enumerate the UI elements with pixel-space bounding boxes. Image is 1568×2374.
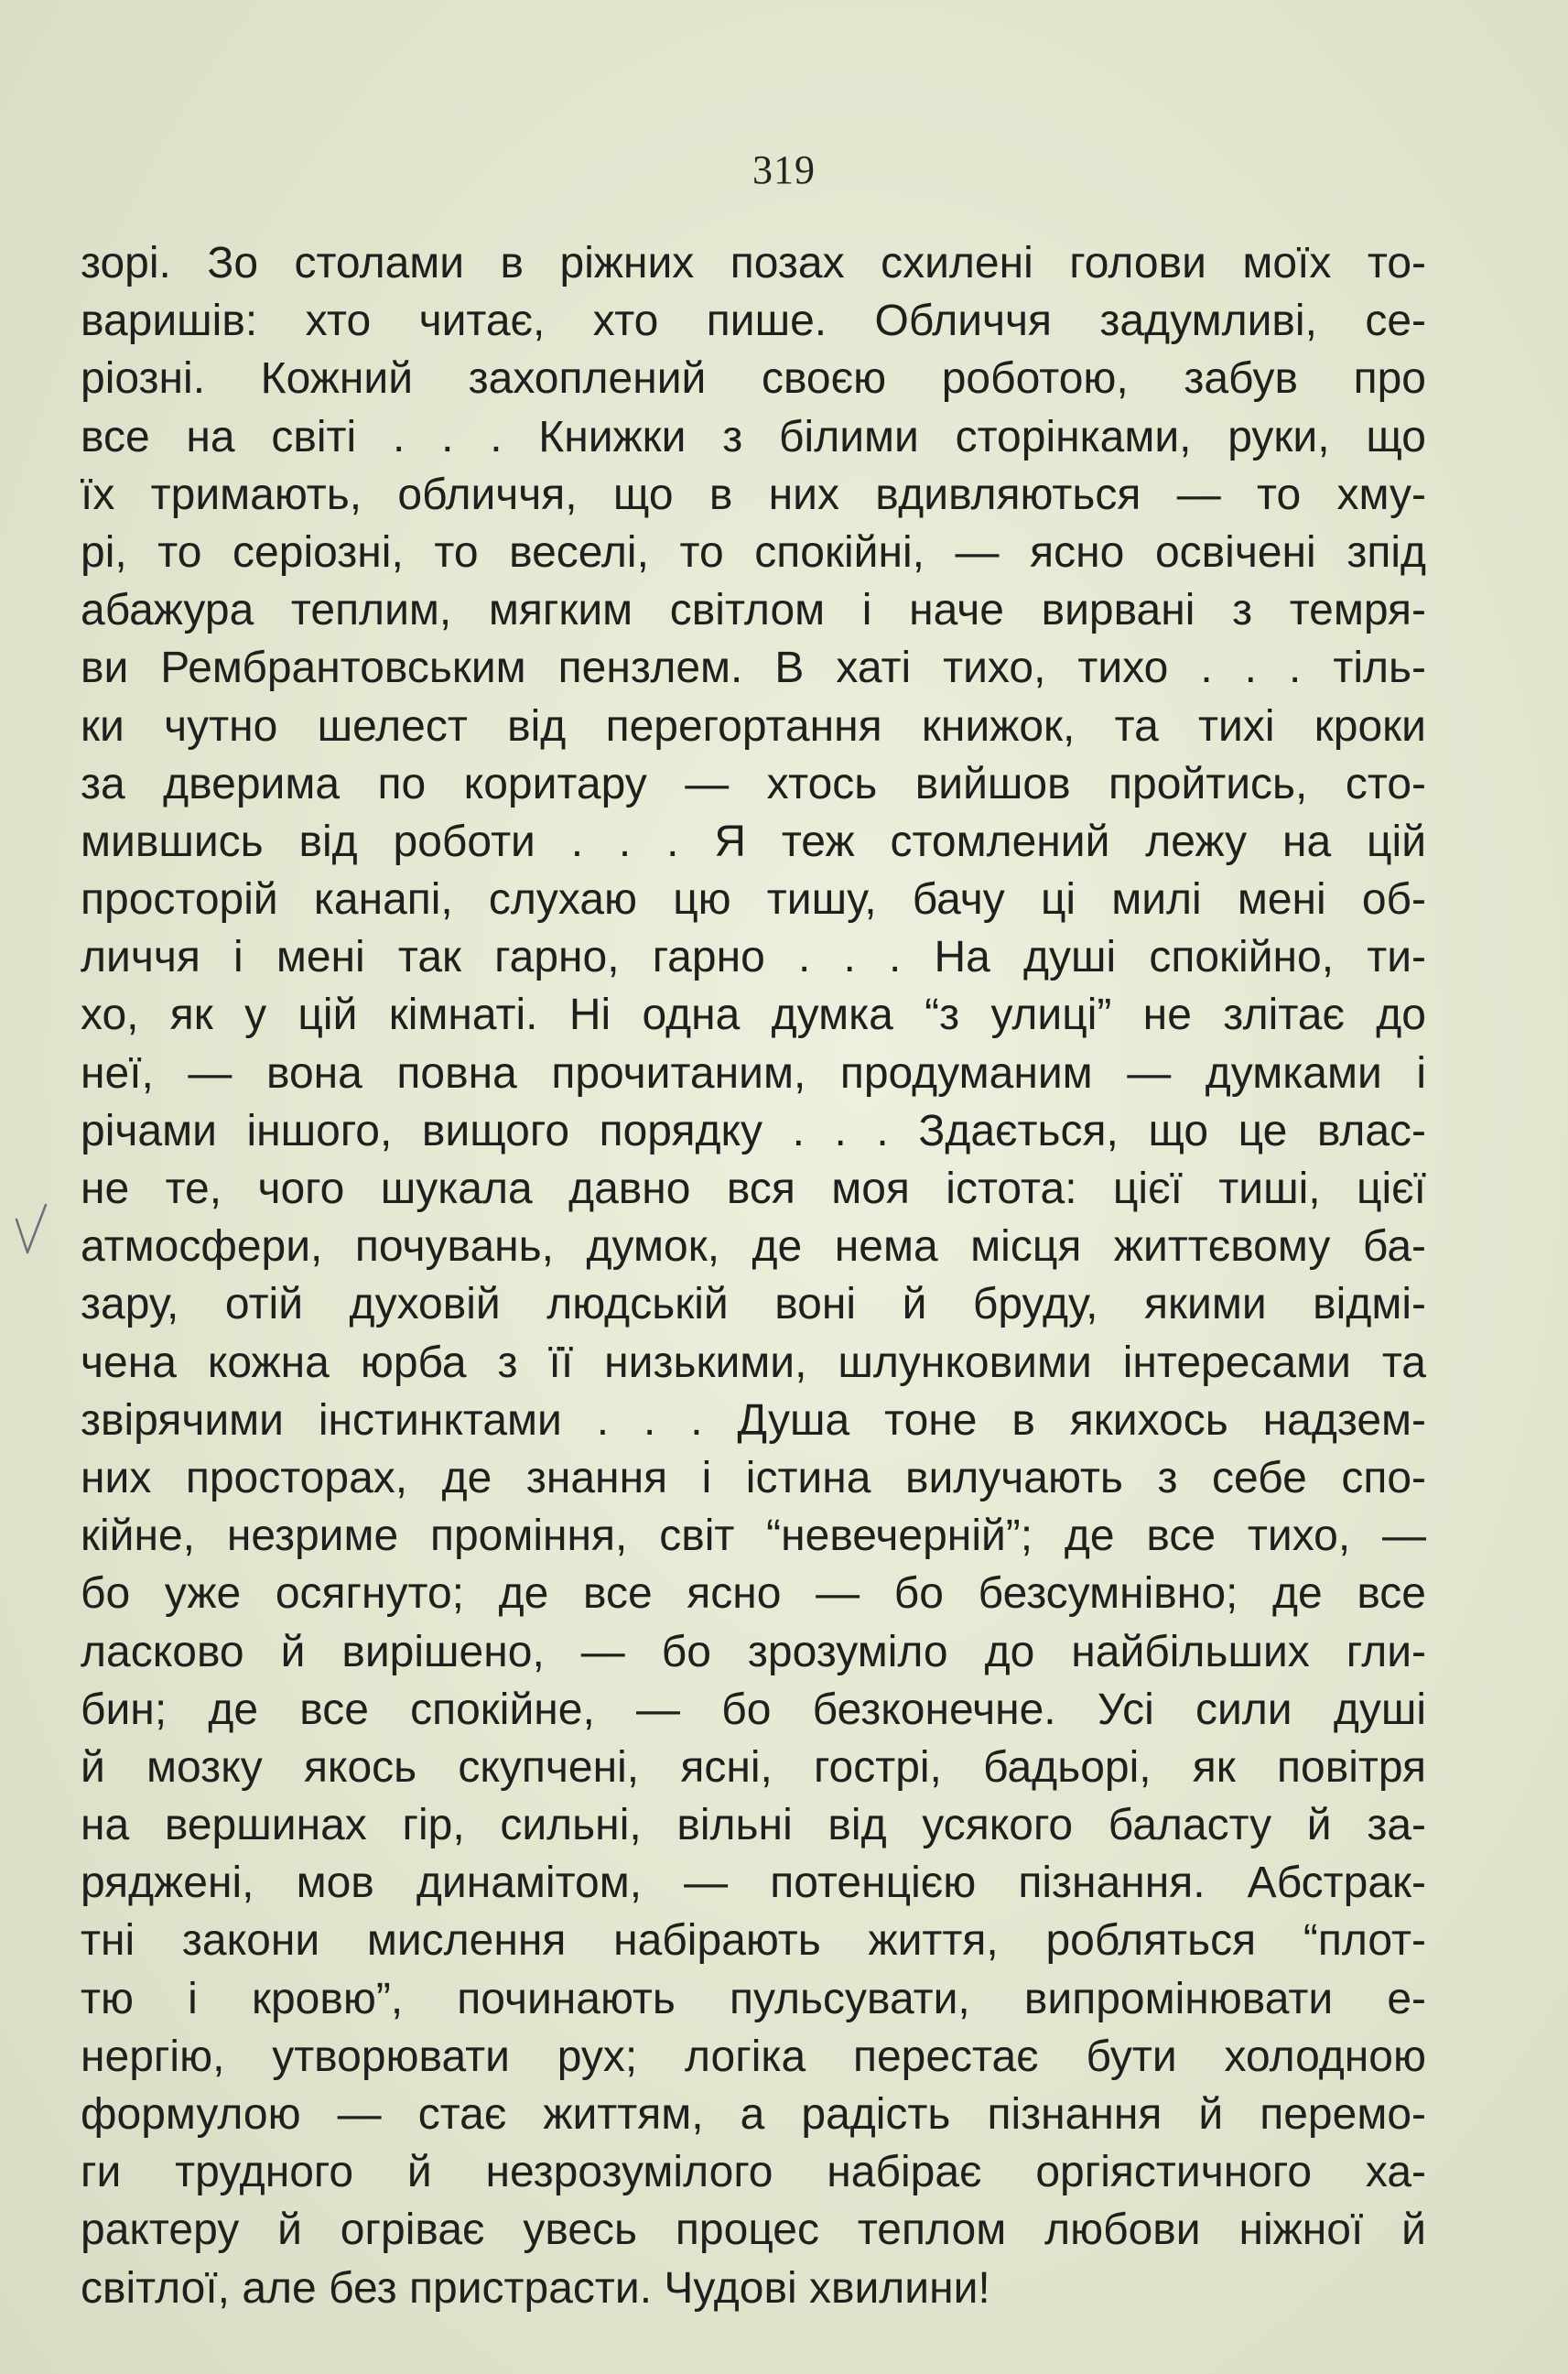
text-line: неї, — вона повна прочитаним, продуманим — думками і	[81, 1048, 1426, 1098]
text-line: личчя і мені так гарно, гарно . . . На душі спокійно, ти-	[81, 933, 1426, 982]
text-line: все на світі . . . Книжки з білими сторінками, руки, що	[81, 412, 1426, 461]
text-line: ряджені, мов динамітом, — потенцією пізнання. Абстрак-	[81, 1859, 1426, 1908]
text-line: ріозні. Кожний захоплений своєю роботою, забув про	[81, 354, 1426, 404]
text-line: світлої, але без пристрасти. Чудові хвилини!	[81, 2263, 990, 2313]
text-line: зорі. Зо столами в ріжних позах схилені голови моїх то-	[81, 239, 1426, 287]
text-line: ласково й вирішено, — бо зрозуміло до найбільших гли-	[81, 1627, 1426, 1676]
text-line: рі, то серіозні, то веселі, то спокійні, — ясно освічені зпід	[81, 527, 1426, 577]
text-line: ки чутно шелест від перегортання книжок, та тихі кроки	[81, 701, 1426, 751]
check-mark-icon	[13, 1199, 49, 1273]
text-line: нергію, утворювати рух; логіка перестає бути холодною	[81, 2032, 1426, 2081]
text-line: бин; де все спокійне, — бо безконечне. Усі сили душі	[81, 1685, 1426, 1734]
text-line: абажура теплим, мягким світлом і наче вирвані з темря-	[81, 586, 1426, 635]
text-line: їх тримають, обличчя, що в них вдивляються — то хму-	[81, 470, 1426, 519]
body-text	[81, 234, 1426, 2317]
text-line: формулою — стає життям, а радість пізнання й перемо-	[81, 2090, 1426, 2139]
text-line: річами іншого, вищого порядку . . . Здається, що це влас-	[81, 1106, 1426, 1155]
text-line: тні закони мислення набірають життя, робляться “плот-	[81, 1916, 1426, 1966]
text-line: тю і кровю”, починають пульсувати, випромінювати е-	[81, 1974, 1426, 2023]
text-line: ви Рембрантовським пензлем. В хаті тихо, тихо . . . тіль-	[81, 644, 1426, 693]
text-line: бо уже осягнуто; де все ясно — бо безсумнівно; де все	[81, 1569, 1426, 1619]
text-line: атмосфери, почувань, думок, де нема місця життєвому ба-	[81, 1222, 1426, 1272]
page-number: 319	[752, 147, 816, 192]
text-line: них просторах, де знання і істина вилучають з себе спо-	[81, 1453, 1426, 1502]
text-line: ги трудного й незрозумілого набірає оргіястичного ха-	[81, 2148, 1426, 2197]
text-line: кійне, незриме проміння, світ “невечерній”; де все тихо, —	[81, 1512, 1426, 1561]
text-line: просторій канапі, слухаю цю тишу, бачу ці милі мені об-	[81, 875, 1426, 925]
text-line: мившись від роботи . . . Я теж стомлений лежу на цій	[81, 817, 1426, 866]
text-line: звірячими інстинктами . . . Душа тоне в якихось надзем-	[81, 1395, 1426, 1445]
text-line: чена кожна юрба з її низькими, шлунковими інтересами та	[81, 1338, 1426, 1387]
text-line: й мозку якось скупчені, ясні, гострі, бадьорі, як повітря	[81, 1742, 1426, 1792]
text-line: хо, як у цій кімнаті. Ні одна думка “з улиці” не злітає до	[81, 991, 1426, 1040]
text-line: зару, отій духовій людській воні й бруду, якими відмі-	[81, 1280, 1426, 1329]
text-line: не те, чого шукала давно вся моя істота: цієї тиші, цієї	[81, 1165, 1426, 1213]
text-line: на вершинах гір, сильні, вільні від усякого баласту й за-	[81, 1801, 1426, 1850]
text-line: рактеру й огріває увесь процес теплом любови ніжної й	[81, 2206, 1426, 2255]
text-line: за дверима по коритару — хтось вийшов пройтись, сто-	[81, 759, 1426, 808]
text-line: варишів: хто читає, хто пише. Обличчя задумливі, се-	[81, 297, 1426, 346]
